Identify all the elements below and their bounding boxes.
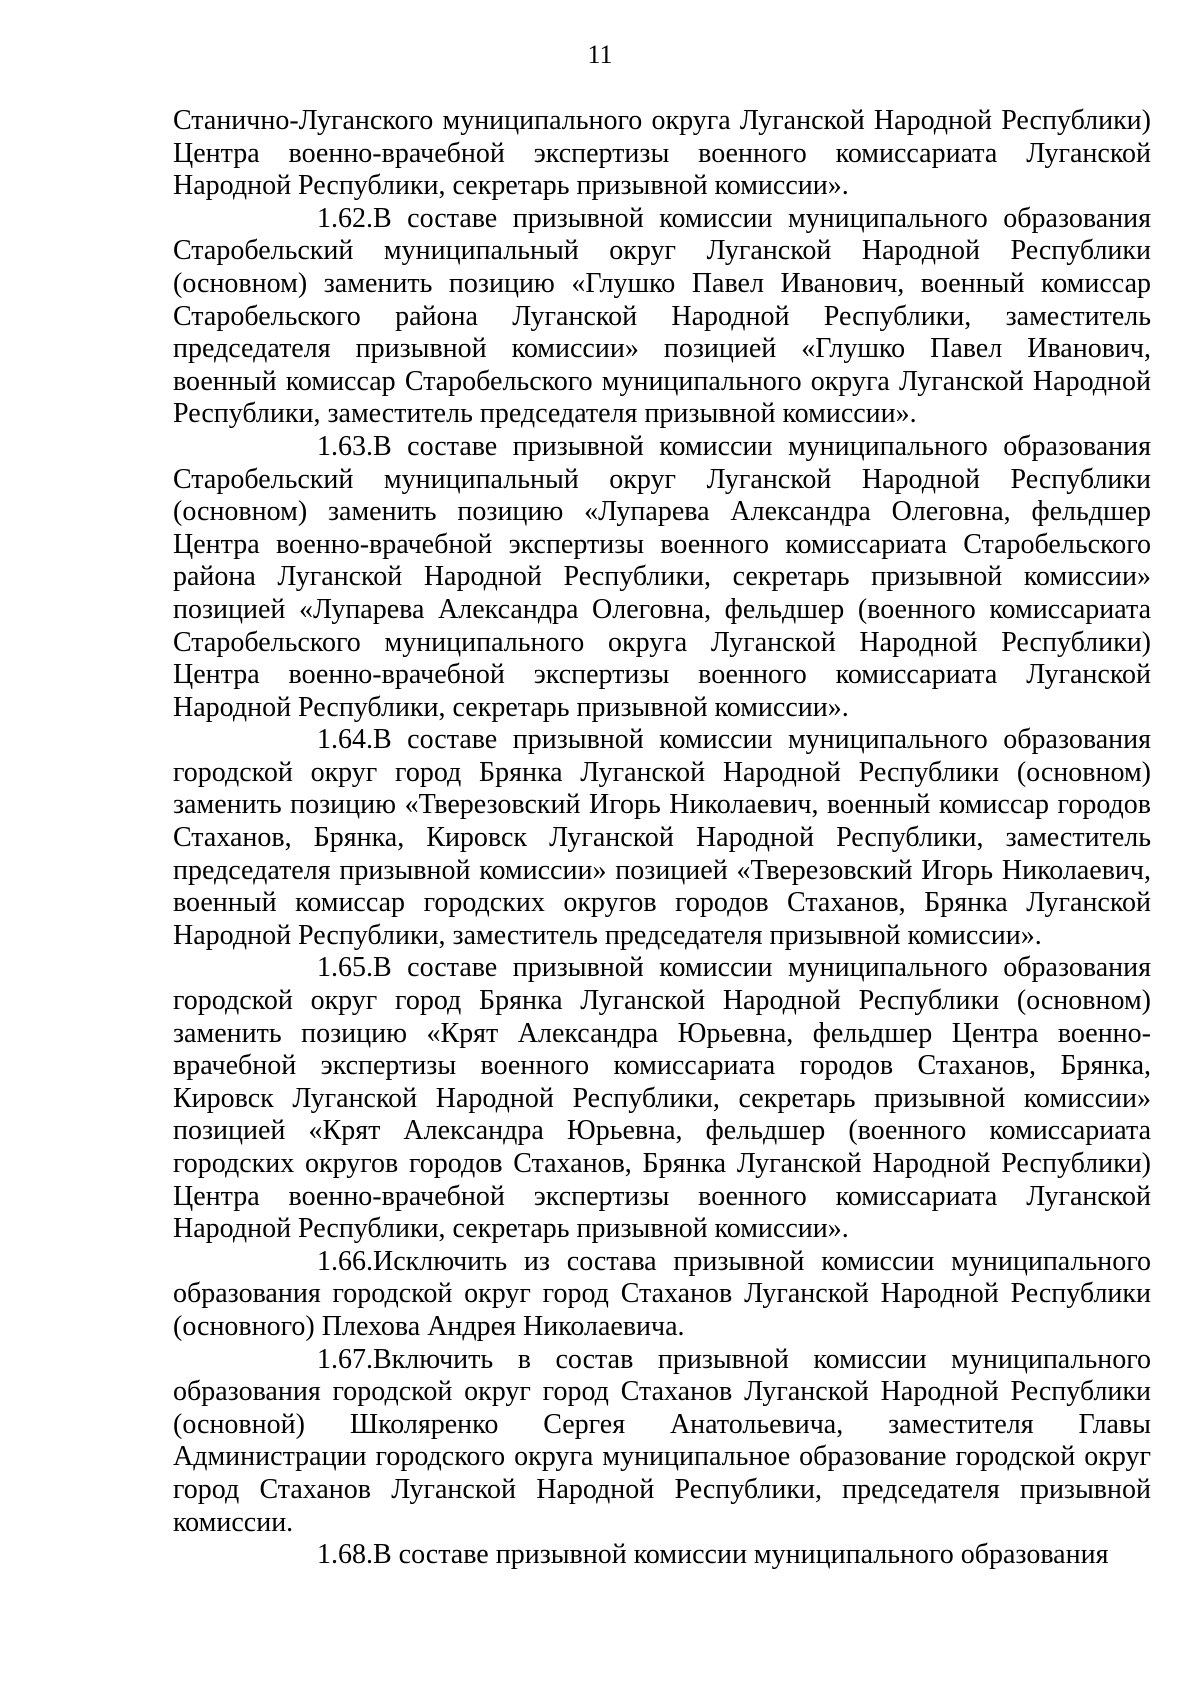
paragraph-item: [173, 1539, 1151, 1572]
paragraph-text: Включить в состав призывной комиссии муниципального образования городской округ город Стаханов Луганской Народной Республики (основной) Школяренко Сергея Анатольевича, заместителя Главы Администрации городского округа муниципальное образование городской округ город Стаханов Луганской Народной Республики, председателя призывной комиссии.: [173, 1343, 1151, 1538]
paragraph-text: В составе призывной комиссии муниципального образования городской округ город Брянка Луганской Народной Республики (основном) заменить позицию «Крят Александра Юрьевна, фельдшер Центра военно-врачебной экспертизы военного комиссариата городов Стаханов, Брянка, Кировск Луганской Народной Республики, секретарь призывной комиссии» позицией «Крят Александра Юрьевна, фельдшер (военного комиссариата городских округов городов Стаханов, Брянка Луганской Народной Республики) Центра военно-врачебной экспертизы военного комиссариата Луганской Народной Республики, секретарь призывной комиссии».: [173, 952, 1151, 1245]
item-number: 1.66.: [317, 1245, 373, 1277]
item-number: 1.63.: [317, 430, 373, 462]
paragraph-item: [173, 1246, 1151, 1344]
paragraph-text: Исключить из состава призывной комиссии муниципального образования городской округ город Стаханов Луганской Народной Республики (основного) Плехова Андрея Николаевича.: [173, 1245, 1151, 1342]
paragraph-continuation: [173, 105, 1151, 203]
paragraph-text: Станично-Луганского муниципального округа Луганской Народной Республики) Центра военно-врачебной экспертизы военного комиссариата Луганской Народной Республики, секретарь призывной комиссии».: [173, 105, 1151, 202]
paragraph-text: В составе призывной комиссии муниципального образования Старобельский муниципальный округ Луганской Народной Республики (основном) заменить позицию «Глушко Павел Иванович, военный комиссар Старобельского района Луганской Народной Республики, заместитель председателя призывной комиссии» позицией «Глушко Павел Иванович, военный комиссар Старобельского муниципального округа Луганской Народной Республики, заместитель председателя призывной комиссии».: [173, 202, 1151, 430]
item-number: 1.62.: [317, 202, 373, 234]
paragraph-text: В составе призывной комиссии муниципального образования городской округ город Брянка Луганской Народной Республики (основном) заменить позицию «Тверезовский Игорь Николаевич, военный комиссар городов Стаханов, Брянка, Кировск Луганской Народной Республики, заместитель председателя призывной комиссии» позицией «Тверезовский Игорь Николаевич, военный комиссар городских округов городов Стаханов, Брянка Луганской Народной Республики, заместитель председателя призывной комиссии».: [173, 724, 1151, 951]
item-number: 1.67.: [317, 1343, 373, 1375]
item-number: 1.65.: [317, 952, 373, 984]
item-number: 1.64.: [317, 724, 373, 756]
paragraph-item: [173, 203, 1151, 431]
page-number: 11: [587, 40, 613, 69]
paragraph-item: [173, 1344, 1151, 1540]
paragraph-item: [173, 952, 1151, 1245]
item-number: 1.68.: [317, 1539, 373, 1571]
paragraph-text: В составе призывной комиссии муниципального образования: [373, 1539, 1109, 1571]
document-body: [173, 105, 1151, 1572]
paragraph-item: [173, 724, 1151, 952]
paragraph-item: [173, 431, 1151, 724]
paragraph-text: В составе призывной комиссии муниципального образования Старобельский муниципальный округ Луганской Народной Республики (основном) заменить позицию «Лупарева Александра Олеговна, фельдшер Центра военно-врачебной экспертизы военного комиссариата Старобельского района Луганской Народной Республики, секретарь призывной комиссии» позицией «Лупарева Александра Олеговна, фельдшер (военного комиссариата Старобельского муниципального округа Луганской Народной Республики) Центра военно-врачебной экспертизы военного комиссариата Луганской Народной Республики, секретарь призывной комиссии».: [173, 430, 1151, 723]
